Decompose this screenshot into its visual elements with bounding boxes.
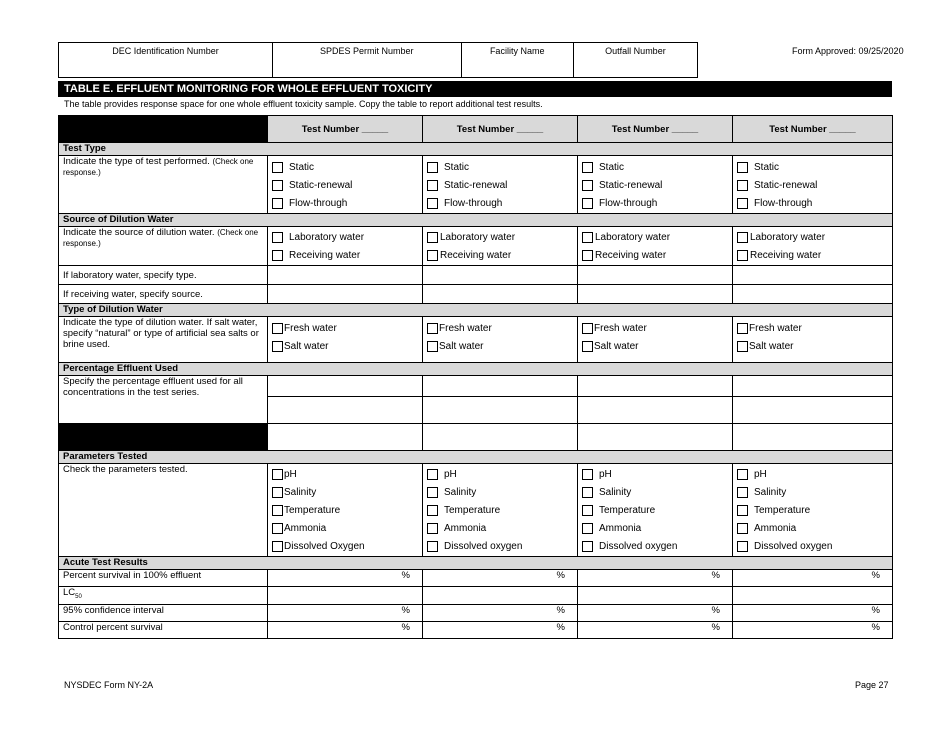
- checkbox-icon: [427, 198, 438, 209]
- checkbox-receiving-water[interactable]: Receiving water: [427, 246, 573, 264]
- pct-effluent-input-2a[interactable]: [423, 376, 578, 397]
- checkbox-salinity[interactable]: Salinity: [427, 483, 573, 501]
- section-type-dilution: Type of Dilution Water: [59, 304, 893, 317]
- checkbox-icon: [272, 250, 283, 261]
- pct-effluent-input-3c[interactable]: [578, 424, 733, 451]
- checkbox-static-renewal[interactable]: Static-renewal: [272, 176, 418, 194]
- lab-water-type-input-3[interactable]: [578, 266, 733, 285]
- checkbox-icon: [737, 162, 748, 173]
- form-id-footer: NYSDEC Form NY-2A: [64, 680, 154, 690]
- checkbox-icon: [582, 523, 593, 534]
- header-blank-cell: [59, 116, 268, 143]
- outfall-number-field[interactable]: Outfall Number: [573, 43, 697, 78]
- receiving-water-source-label: If receiving water, specify source.: [59, 285, 268, 304]
- checkbox-icon: [582, 487, 593, 498]
- checkbox-salt-water[interactable]: Salt water: [737, 337, 888, 355]
- checkbox-ammonia[interactable]: Ammonia: [737, 519, 888, 537]
- table-title: TABLE E. EFFLUENT MONITORING FOR WHOLE EFFLUENT TOXICITY: [58, 81, 892, 97]
- test-number-header-1[interactable]: Test Number _____: [268, 116, 423, 143]
- ci-input-3[interactable]: %: [578, 605, 733, 622]
- source-dilution-label: Indicate the source of dilution water. (Check one response.): [59, 227, 268, 266]
- checkbox-icon: [737, 541, 748, 552]
- ci-input-2[interactable]: %: [423, 605, 578, 622]
- checkbox-static-renewal[interactable]: Static-renewal: [737, 176, 888, 194]
- checkbox-fresh-water[interactable]: Fresh water: [427, 319, 573, 337]
- checkbox-icon: [737, 487, 748, 498]
- checkbox-dissolved-oxygen[interactable]: Dissolved oxygen: [737, 537, 888, 555]
- checkbox-receiving-water[interactable]: Receiving water: [272, 246, 418, 264]
- type-dilution-options-3: [578, 317, 733, 363]
- checkbox-icon: [427, 323, 438, 334]
- header-fields: [58, 42, 698, 78]
- checkbox-icon: [737, 469, 748, 480]
- control-input-3[interactable]: %: [578, 622, 733, 639]
- parameters-label: Check the parameters tested.: [59, 464, 268, 557]
- checkbox-receiving-water[interactable]: Receiving water: [582, 246, 728, 264]
- checkbox-icon: [272, 505, 283, 516]
- table-description: The table provides response space for one whole effluent toxicity sample. Copy the table to report additional test results.: [64, 99, 543, 109]
- pct-effluent-input-4b[interactable]: [733, 397, 893, 424]
- parameters-options-1: [268, 464, 423, 557]
- checkbox-icon: [427, 487, 438, 498]
- checkbox-icon: [582, 198, 593, 209]
- control-input-1[interactable]: %: [268, 622, 423, 639]
- checkbox-icon: [272, 198, 283, 209]
- test-type-options-3: [578, 156, 733, 214]
- control-survival-label: Control percent survival: [59, 622, 268, 639]
- pct-effluent-input-1a[interactable]: [268, 376, 423, 397]
- checkbox-dissolved-oxygen[interactable]: Dissolved oxygen: [582, 537, 728, 555]
- checkbox-salinity[interactable]: Salinity: [582, 483, 728, 501]
- test-type-options-1: [268, 156, 423, 214]
- receiving-water-source-input-3[interactable]: [578, 285, 733, 304]
- pct-effluent-input-1c[interactable]: [268, 424, 423, 451]
- type-dilution-options-2: [423, 317, 578, 363]
- confidence-interval-label: 95% confidence interval: [59, 605, 268, 622]
- pct-effluent-input-3b[interactable]: [578, 397, 733, 424]
- checkbox-temperature[interactable]: Temperature: [427, 501, 573, 519]
- checkbox-icon: [427, 469, 438, 480]
- checkbox-temperature[interactable]: Temperature: [582, 501, 728, 519]
- test-number-header-3[interactable]: Test Number _____: [578, 116, 733, 143]
- section-pct-effluent: Percentage Effluent Used: [59, 363, 893, 376]
- pct-effluent-input-1b[interactable]: [268, 397, 423, 424]
- checkbox-icon: [737, 180, 748, 191]
- lc50-input-4[interactable]: [733, 587, 893, 605]
- checkbox-static[interactable]: Static: [427, 158, 573, 176]
- checkbox-icon: [737, 232, 748, 243]
- lc50-input-1[interactable]: [268, 587, 423, 605]
- section-parameters: Parameters Tested: [59, 451, 893, 464]
- checkbox-icon: [737, 198, 748, 209]
- checkbox-icon: [582, 505, 593, 516]
- lc50-label: $LC_{50}$: [59, 587, 268, 605]
- checkbox-ph[interactable]: pH: [427, 465, 573, 483]
- checkbox-icon: [582, 323, 593, 334]
- spdes-permit-field[interactable]: SPDES Permit Number: [272, 43, 461, 78]
- survival-input-4[interactable]: %: [733, 570, 893, 587]
- checkbox-icon: [737, 505, 748, 516]
- pct-effluent-blank-cell: [59, 424, 268, 451]
- checkbox-icon: [427, 341, 438, 352]
- checkbox-icon: [272, 341, 283, 352]
- type-dilution-options-1: [268, 317, 423, 363]
- survival-label: Percent survival in 100% effluent: [59, 570, 268, 587]
- parameters-options-2: [423, 464, 578, 557]
- control-input-2[interactable]: %: [423, 622, 578, 639]
- pct-effluent-label: Specify the percentage effluent used for all concentrations in the test series.: [59, 376, 268, 424]
- checkbox-ammonia[interactable]: Ammonia: [427, 519, 573, 537]
- checkbox-salt-water[interactable]: Salt water: [582, 337, 728, 355]
- lab-water-type-input-4[interactable]: [733, 266, 893, 285]
- test-number-header-4[interactable]: Test Number _____: [733, 116, 893, 143]
- checkbox-static-renewal[interactable]: Static-renewal: [427, 176, 573, 194]
- checkbox-static[interactable]: Static: [272, 158, 418, 176]
- form-approved-date: Form Approved: 09/25/2020: [792, 46, 904, 56]
- pct-effluent-input-4c[interactable]: [733, 424, 893, 451]
- checkbox-icon: [427, 162, 438, 173]
- checkbox-ph[interactable]: pH: [737, 465, 888, 483]
- checkbox-salt-water[interactable]: Salt water: [272, 337, 418, 355]
- checkbox-flow-through[interactable]: Flow-through: [582, 194, 728, 212]
- wet-monitoring-table: [58, 115, 893, 639]
- checkbox-laboratory-water[interactable]: Laboratory water: [582, 228, 728, 246]
- receiving-water-source-input-1[interactable]: [268, 285, 423, 304]
- checkbox-icon: [737, 523, 748, 534]
- test-type-options-4: [733, 156, 893, 214]
- facility-name-field[interactable]: Facility Name: [461, 43, 573, 78]
- section-acute-results: Acute Test Results: [59, 557, 893, 570]
- checkbox-icon: [272, 469, 283, 480]
- checkbox-temperature[interactable]: Temperature: [737, 501, 888, 519]
- checkbox-icon: [582, 162, 593, 173]
- parameters-options-3: [578, 464, 733, 557]
- checkbox-icon: [272, 162, 283, 173]
- checkbox-icon: [582, 250, 593, 261]
- source-options-2: [423, 227, 578, 266]
- checkbox-static-renewal[interactable]: Static-renewal: [582, 176, 728, 194]
- checkbox-ammonia[interactable]: Ammonia: [272, 519, 418, 537]
- checkbox-icon: [272, 541, 283, 552]
- type-dilution-options-4: [733, 317, 893, 363]
- checkbox-laboratory-water[interactable]: Laboratory water: [737, 228, 888, 246]
- pct-effluent-input-3a[interactable]: [578, 376, 733, 397]
- dec-id-field[interactable]: DEC Identification Number: [59, 43, 273, 78]
- lab-water-type-input-1[interactable]: [268, 266, 423, 285]
- ci-input-4[interactable]: %: [733, 605, 893, 622]
- receiving-water-source-input-4[interactable]: [733, 285, 893, 304]
- checkbox-fresh-water[interactable]: Fresh water: [582, 319, 728, 337]
- survival-input-3[interactable]: %: [578, 570, 733, 587]
- checkbox-icon: [737, 323, 748, 334]
- checkbox-dissolved-oxygen[interactable]: Dissolved Oxygen: [272, 537, 418, 555]
- checkbox-salinity[interactable]: Salinity: [272, 483, 418, 501]
- source-options-3: [578, 227, 733, 266]
- checkbox-icon: [427, 505, 438, 516]
- checkbox-temperature[interactable]: Temperature: [272, 501, 418, 519]
- checkbox-icon: [427, 180, 438, 191]
- pct-effluent-input-4a[interactable]: [733, 376, 893, 397]
- checkbox-salt-water[interactable]: Salt water: [427, 337, 573, 355]
- pct-effluent-input-2c[interactable]: [423, 424, 578, 451]
- checkbox-icon: [582, 232, 593, 243]
- checkbox-icon: [427, 232, 438, 243]
- checkbox-static[interactable]: Static: [582, 158, 728, 176]
- receiving-water-source-input-2[interactable]: [423, 285, 578, 304]
- checkbox-icon: [582, 469, 593, 480]
- type-dilution-label: Indicate the type of dilution water. If salt water, specify “natural” or type of artificial sea salts or brine used.: [59, 317, 268, 363]
- checkbox-icon: [427, 250, 438, 261]
- checkbox-fresh-water[interactable]: Fresh water: [272, 319, 418, 337]
- test-type-options-2: [423, 156, 578, 214]
- checkbox-icon: [737, 341, 748, 352]
- checkbox-dissolved-oxygen[interactable]: Dissolved oxygen: [427, 537, 573, 555]
- survival-input-2[interactable]: %: [423, 570, 578, 587]
- lc50-input-3[interactable]: [578, 587, 733, 605]
- checkbox-ammonia[interactable]: Ammonia: [582, 519, 728, 537]
- checkbox-laboratory-water[interactable]: Laboratory water: [427, 228, 573, 246]
- checkbox-icon: [582, 341, 593, 352]
- source-options-1: [268, 227, 423, 266]
- pct-effluent-input-2b[interactable]: [423, 397, 578, 424]
- checkbox-icon: [582, 541, 593, 552]
- checkbox-fresh-water[interactable]: Fresh water: [737, 319, 888, 337]
- test-number-header-2[interactable]: Test Number _____: [423, 116, 578, 143]
- section-test-type: Test Type: [59, 143, 893, 156]
- checkbox-ph[interactable]: pH: [582, 465, 728, 483]
- checkbox-icon: [272, 523, 283, 534]
- lab-water-type-label: If laboratory water, specify type.: [59, 266, 268, 285]
- checkbox-laboratory-water[interactable]: Laboratory water: [272, 228, 418, 246]
- checkbox-receiving-water[interactable]: Receiving water: [737, 246, 888, 264]
- section-source-dilution: Source of Dilution Water: [59, 214, 893, 227]
- source-options-4: [733, 227, 893, 266]
- checkbox-icon: [272, 180, 283, 191]
- checkbox-icon: [272, 232, 283, 243]
- checkbox-icon: [272, 487, 283, 498]
- control-input-4[interactable]: %: [733, 622, 893, 639]
- checkbox-ph[interactable]: pH: [272, 465, 418, 483]
- checkbox-icon: [737, 250, 748, 261]
- checkbox-static[interactable]: Static: [737, 158, 888, 176]
- page-number: Page 27: [855, 680, 889, 690]
- checkbox-icon: [272, 323, 283, 334]
- checkbox-salinity[interactable]: Salinity: [737, 483, 888, 501]
- lab-water-type-input-2[interactable]: [423, 266, 578, 285]
- test-type-label: Indicate the type of test performed. (Check one response.): [59, 156, 268, 214]
- survival-input-1[interactable]: %: [268, 570, 423, 587]
- checkbox-icon: [582, 180, 593, 191]
- checkbox-icon: [427, 523, 438, 534]
- ci-input-1[interactable]: %: [268, 605, 423, 622]
- checkbox-flow-through[interactable]: Flow-through: [272, 194, 418, 212]
- checkbox-flow-through[interactable]: Flow-through: [737, 194, 888, 212]
- parameters-options-4: [733, 464, 893, 557]
- checkbox-flow-through[interactable]: Flow-through: [427, 194, 573, 212]
- checkbox-icon: [427, 541, 438, 552]
- lc50-input-2[interactable]: [423, 587, 578, 605]
